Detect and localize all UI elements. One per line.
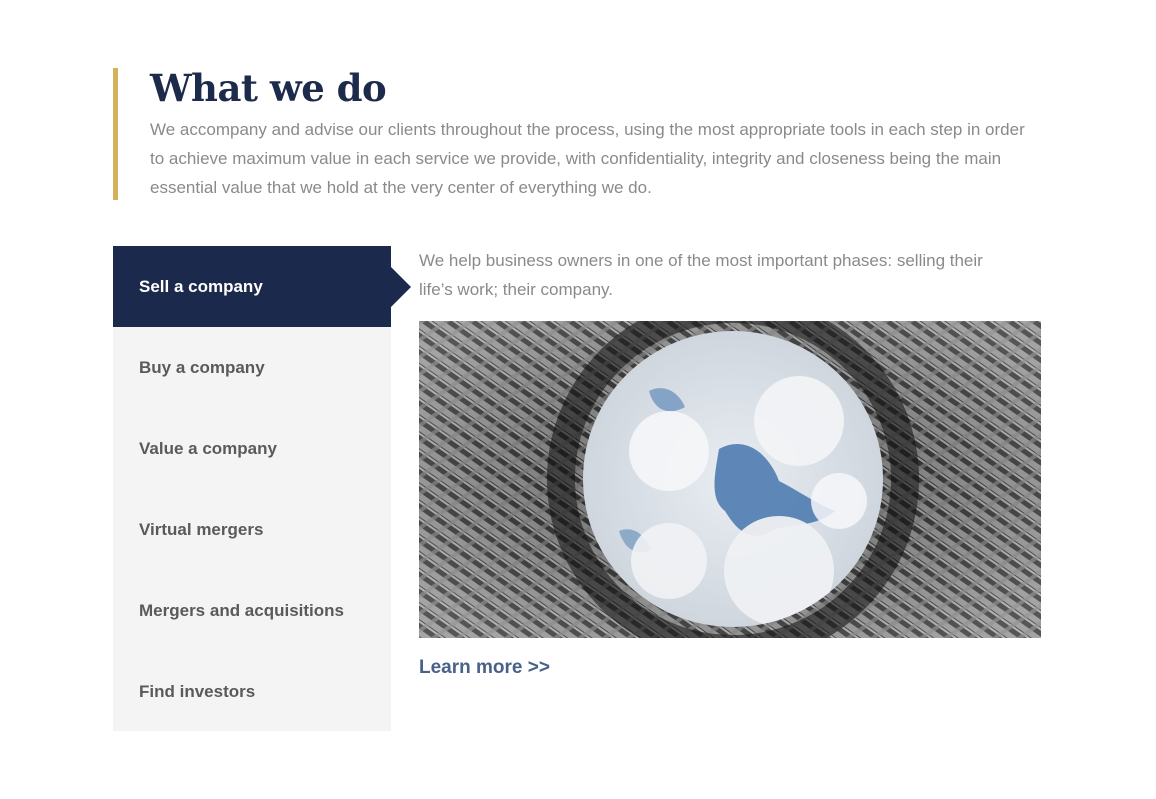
tab-value-a-company[interactable]: Value a company bbox=[139, 438, 277, 458]
learn-more-link[interactable]: Learn more >> bbox=[419, 657, 550, 678]
tab-sell-a-company[interactable]: Sell a company bbox=[113, 246, 391, 327]
tab-mergers-and-acquisitions[interactable]: Mergers and acquisitions bbox=[139, 600, 344, 620]
tab-buy-a-company[interactable]: Buy a company bbox=[139, 357, 265, 377]
intro-section bbox=[113, 68, 1033, 200]
tab-panel bbox=[419, 246, 1041, 679]
architecture-sky-image bbox=[419, 321, 1041, 638]
intro-description: We accompany and advise our clients throughout the process, using the most appropriate tools in each step in order to achieve maximum value in each service we provide, with confidentiality, integrity and closeness being the main essential value that we hold at the very center of everything we do. bbox=[150, 120, 1025, 197]
tab-virtual-mergers[interactable]: Virtual mergers bbox=[139, 519, 264, 539]
panel-description: We help business owners in one of the most important phases: selling their life’s work; their company. bbox=[419, 251, 983, 299]
tab-find-investors[interactable]: Find investors bbox=[139, 681, 256, 701]
page-title: What we do bbox=[150, 66, 387, 110]
service-tabs bbox=[113, 246, 391, 731]
